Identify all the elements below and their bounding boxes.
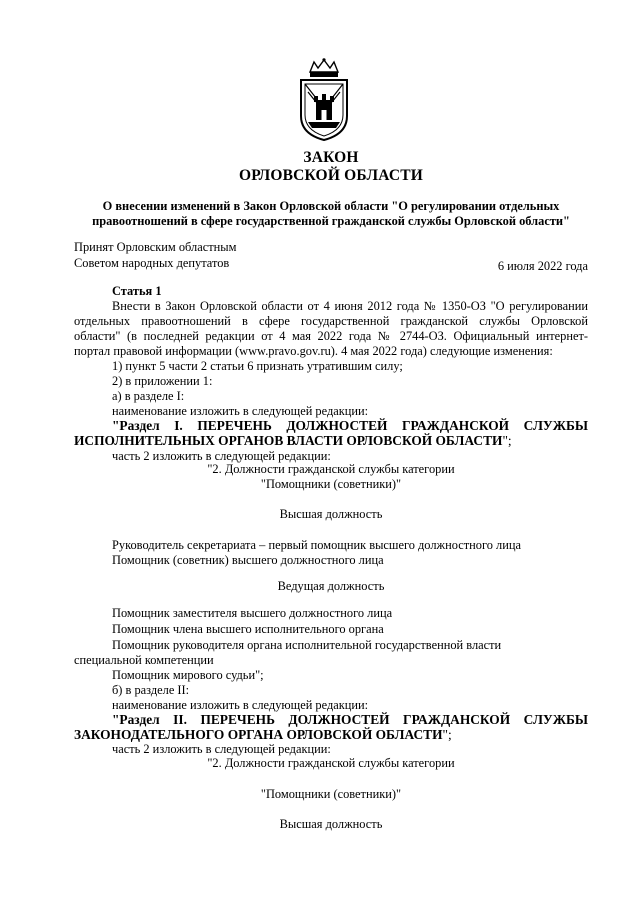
category-heading-a-line-2: "Помощники (советники)" <box>260 477 402 491</box>
category-heading-b-line-1: "2. Должности гражданской службы категории <box>207 756 455 770</box>
section-1-title-line-2: ИСПОЛНИТЕЛЬНЫХ ОРГАНОВ ВЛАСТИ ОРЛОВСКОЙ ОБЛАСТИ <box>74 433 503 448</box>
law-subtitle-line-2: правоотношений в сфере государственной гражданской службы Орловской области" <box>92 214 570 228</box>
highest-position-item: Помощник (советник) высшего должностного лица <box>112 553 384 567</box>
article-intro-line-4: портал правовой информации (www.pravo.gov.ru). 4 мая 2022 года) следующие изменения: <box>74 344 553 358</box>
section-2-title-line-2-wrap <box>74 727 452 742</box>
part-2-instruction-a: часть 2 изложить в следующей редакции: <box>112 449 331 463</box>
law-subtitle-line-1: О внесении изменений в Закон Орловской области "О регулировании отдельных <box>102 199 560 213</box>
highest-position-heading-a: Высшая должность <box>279 507 383 521</box>
law-title: ЗАКОН <box>303 149 359 166</box>
article-intro-line-2: отдельных правоотношений в сфере государственной гражданской службы Орловской <box>74 314 588 328</box>
adopted-by-line-2: Советом народных депутатов <box>74 256 230 270</box>
leading-position-item: Помощник руководителя органа исполнительной государственной власти <box>112 638 502 652</box>
leading-position-item-continuation: специальной компетенции <box>74 653 214 667</box>
adoption-date: 6 июля 2022 года <box>497 259 588 273</box>
amendment-item-2a: а) в разделе I: <box>112 389 185 403</box>
section-2-title-line-1: "Раздел II. ПЕРЕЧЕНЬ ДОЛЖНОСТЕЙ ГРАЖДАНСКОЙ СЛУЖБЫ <box>112 712 588 727</box>
category-heading-a-line-1: "2. Должности гражданской службы категории <box>207 462 455 476</box>
category-heading-b-line-2: "Помощники (советники)" <box>260 787 402 801</box>
orel-oblast-coat-of-arms-icon <box>296 58 352 142</box>
amendment-item-1: 1) пункт 5 части 2 статьи 6 признать утратившим силу; <box>112 359 403 373</box>
rename-instruction-1: наименование изложить в следующей редакции: <box>112 404 369 418</box>
amendment-item-2: 2) в приложении 1: <box>112 374 213 388</box>
article-heading: Статья 1 <box>112 284 162 298</box>
leading-position-item: Помощник заместителя высшего должностного лица <box>112 606 393 620</box>
leading-position-item: Помощник члена высшего исполнительного органа <box>112 622 384 636</box>
amendment-item-2b: б) в разделе II: <box>112 683 190 697</box>
section-1-title-end: "; <box>502 433 512 448</box>
section-1-title-line-2-wrap <box>74 433 512 448</box>
leading-position-item-last: Помощник мирового судьи"; <box>112 668 264 682</box>
highest-position-heading-b: Высшая должность <box>279 817 383 831</box>
adopted-by-line-1: Принят Орловским областным <box>74 240 237 254</box>
section-2-title-end: "; <box>442 727 452 742</box>
leading-position-heading: Ведущая должность <box>277 579 385 593</box>
part-2-instruction-b: часть 2 изложить в следующей редакции: <box>112 742 331 756</box>
article-intro-line-1: Внести в Закон Орловской области от 4 июня 2012 года № 1350-ОЗ "О регулировании <box>112 299 588 313</box>
section-2-title-line-2: ЗАКОНОДАТЕЛЬНОГО ОРГАНА ОРЛОВСКОЙ ОБЛАСТИ <box>74 727 443 742</box>
article-intro-line-3: области" (в последней редакции от 4 мая 2022 года № 2744-ОЗ. Официальный интернет- <box>74 329 588 343</box>
rename-instruction-2: наименование изложить в следующей редакции: <box>112 698 369 712</box>
law-region-title: ОРЛОВСКОЙ ОБЛАСТИ <box>238 167 424 184</box>
section-1-title-line-1: "Раздел I. ПЕРЕЧЕНЬ ДОЛЖНОСТЕЙ ГРАЖДАНСКОЙ СЛУЖБЫ <box>112 418 588 433</box>
highest-position-item: Руководитель секретариата – первый помощник высшего должностного лица <box>112 538 521 552</box>
